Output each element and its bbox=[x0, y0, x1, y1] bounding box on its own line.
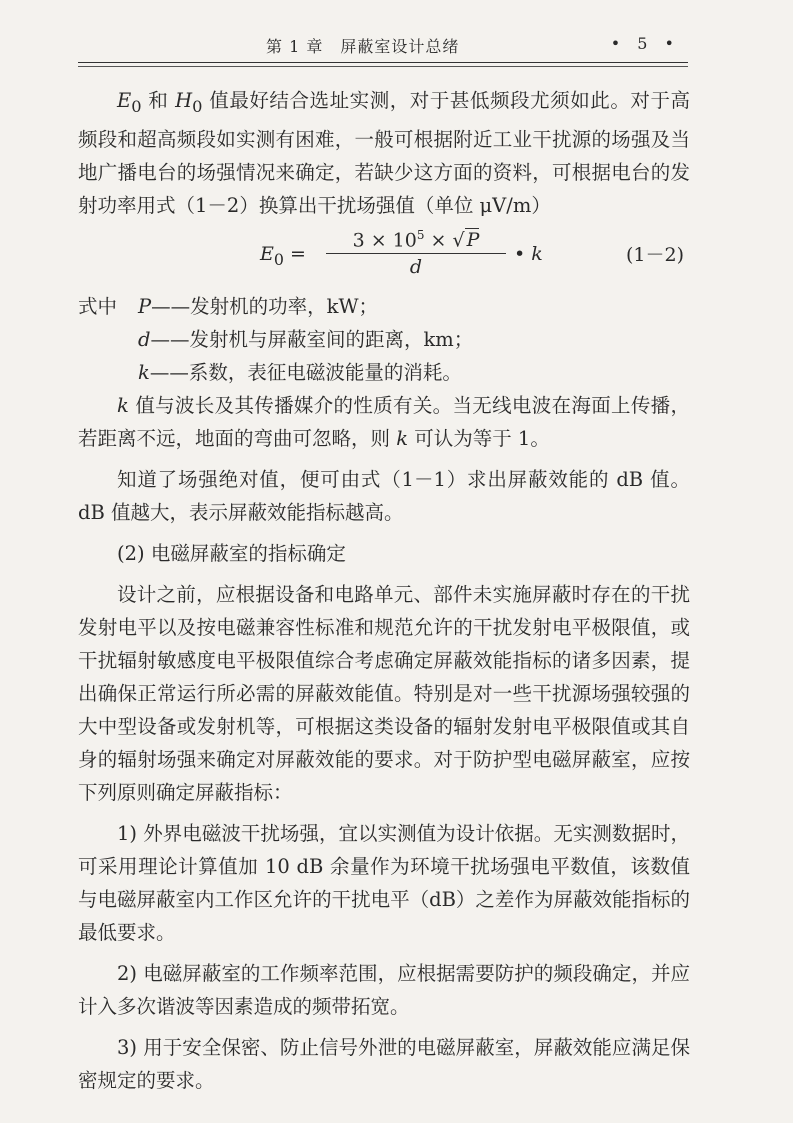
formula-lhs-symbol: E bbox=[260, 242, 274, 265]
list-item-1: 1) 外界电磁波干扰场强，宜以实测值为设计依据。无实测数据时，可采用理论计算值加 10 dB 余量作为环境干扰场强电平数值，该数值与电磁屏蔽室内工作区允许的干扰电平（dB）之差作为屏蔽效能指标的最低要求。 bbox=[78, 821, 690, 944]
definition-text-k: ——系数，表征电磁波能量的消耗。 bbox=[149, 360, 462, 384]
page-number: • 5 • bbox=[610, 34, 680, 53]
p1-text-a: 和 bbox=[141, 89, 176, 112]
symbol-e0-sub: 0 bbox=[131, 96, 142, 116]
numerator-times-sqrt: × √ bbox=[424, 229, 465, 252]
p1-text-b: 值最好结合选址实测，对于甚低频段尤须如此。对于高频段和超高频段如实测有困难，一般可根据附近工业干扰源的场强及当地广播电台的场强情况来确定，若缺少这方面的资料，可根据电台的发射功率用式（1－2）换算出干扰场强值（单位 μV/m） bbox=[78, 89, 690, 217]
section-heading-2: (2) 电磁屏蔽室的指标确定 bbox=[117, 541, 346, 565]
header-rule-thick bbox=[78, 62, 688, 63]
paragraph-3: 知道了场强绝对值，便可由式（1－1）求出屏蔽效能的 dB 值。dB 值越大，表示屏蔽效能指标越高。 bbox=[78, 467, 690, 524]
definition-text-d: ——发射机与屏蔽室间的距离，km； bbox=[150, 327, 474, 351]
formula-fraction bbox=[326, 228, 506, 278]
numerator-exponent: 5 bbox=[416, 227, 425, 242]
chapter-title: 第 1 章 屏蔽室设计总绪 bbox=[266, 37, 460, 56]
definition-k bbox=[78, 356, 690, 389]
formula-denominator: d bbox=[409, 256, 423, 279]
running-header bbox=[78, 32, 688, 60]
symbol-e0: E bbox=[117, 89, 132, 112]
paragraph-1 bbox=[78, 84, 690, 222]
symbol-h0-sub: 0 bbox=[192, 96, 203, 116]
definition-symbol-d: d bbox=[138, 327, 151, 351]
symbol-k-2: k bbox=[396, 426, 409, 450]
numerator-p: P bbox=[466, 229, 480, 252]
formula-numerator bbox=[326, 228, 506, 254]
symbol-k-1: k bbox=[117, 393, 129, 417]
definition-p bbox=[78, 290, 690, 323]
formula-rhs: • k bbox=[514, 242, 543, 265]
p2-text-b: 可认为等于 1。 bbox=[408, 426, 550, 450]
formula-lhs-sub: 0 bbox=[273, 249, 284, 269]
definition-d bbox=[78, 323, 690, 356]
formula-lhs bbox=[260, 243, 306, 269]
definition-symbol-k: k bbox=[138, 360, 150, 384]
paragraph-5: 设计之前，应根据设备和电路单元、部件未实施屏蔽时存在的干扰发射电平以及按电磁兼容性标准和规范允许的干扰发射电平极限值，或干扰辐射敏感度电平极限值综合考虑确定屏蔽效能指标的诸多因素，提出确保正常运行所必需的屏蔽效能值。特别是对一些干扰源场强较强的大中型设备或发射机等，可根据这类设备的辐射发射电平极限值或其自身的辐射场强来确定对屏蔽效能的要求。对于防护型电磁屏蔽室，应按下列原则确定屏蔽指标： bbox=[78, 582, 690, 804]
definition-symbol-p: P bbox=[138, 294, 152, 318]
formula-1-2 bbox=[78, 226, 690, 286]
definition-text-p: ——发射机的功率，kW； bbox=[151, 294, 378, 318]
numerator-coef: 3 × 10 bbox=[352, 229, 417, 252]
definition-label: 式中 bbox=[78, 294, 118, 318]
body-text bbox=[78, 84, 690, 1097]
header-rule-thin bbox=[78, 66, 688, 67]
symbol-h0: H bbox=[175, 89, 193, 112]
list-item-2: 2) 电磁屏蔽室的工作频率范围，应根据需要防护的频段确定，并应计入多次谐波等因素造成的频带拓宽。 bbox=[78, 961, 690, 1018]
paragraph-2 bbox=[78, 389, 690, 455]
p2-text-a: 值与波长及其传播媒介的性质有关。当无线电波在海面上传播，若距离不远，地面的弯曲可忽略，则 bbox=[78, 393, 690, 450]
list-item-3: 3) 用于安全保密、防止信号外泄的电磁屏蔽室，屏蔽效能应满足保密规定的要求。 bbox=[78, 1035, 690, 1092]
equation-number: (1－2) bbox=[625, 243, 684, 266]
formula-equals: = bbox=[283, 242, 306, 265]
